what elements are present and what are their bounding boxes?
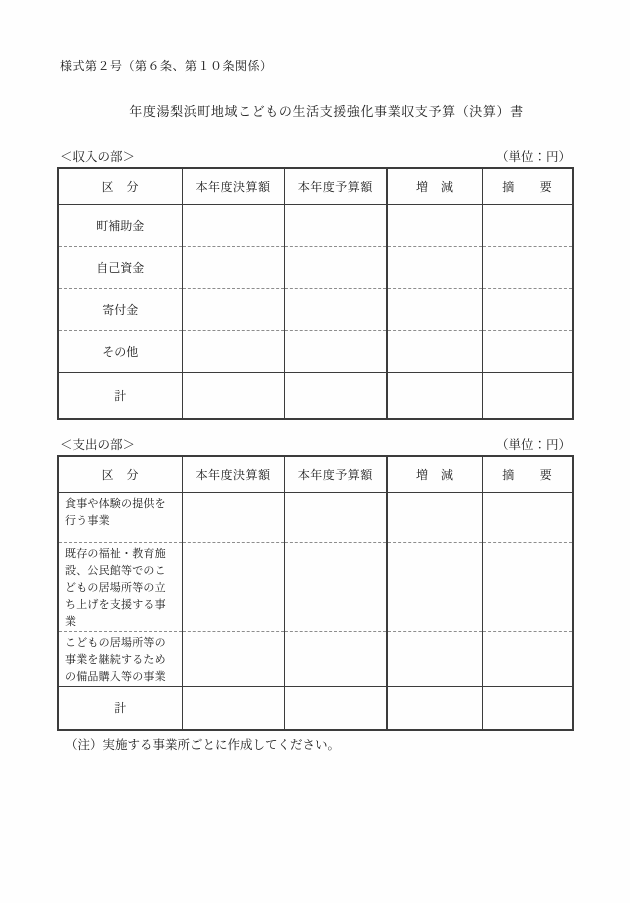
fill-cell [387,204,482,246]
fill-cell [182,631,284,686]
form-number: 様式第２号（第６条、第１０条関係） [60,59,273,73]
fill-cell [482,372,573,419]
fill-cell [387,631,482,686]
income-row-own-funds [58,246,573,288]
income-unit-label: （単位：円） [495,150,571,164]
fill-cell [387,372,482,419]
fill-cell [182,372,284,419]
fill-cell [387,686,482,730]
fill-cell [482,204,573,246]
income-row-label: 寄付金 [58,288,182,330]
fill-cell [387,246,482,288]
fill-cell [182,542,284,631]
expense-row-total [58,686,573,730]
income-col-settlement: 本年度決算額 [182,168,284,204]
income-row-town-subsidy [58,204,573,246]
expense-col-budget: 本年度予算額 [284,456,387,492]
page-title: 年度湯梨浜町地域こどもの生活支援強化事業収支予算（決算）書 [129,104,524,119]
fill-cell [387,288,482,330]
income-section-header [57,149,572,165]
income-col-change: 増 減 [387,168,482,204]
income-row-label: 自己資金 [58,246,182,288]
expense-table [57,455,574,731]
fill-cell [182,492,284,542]
fill-cell [284,542,387,631]
expense-col-category: 区 分 [101,467,139,482]
fill-cell [482,686,573,730]
expense-row-equipment-purchase [58,631,573,686]
expense-col-remarks: 摘 要 [482,456,573,492]
fill-cell [387,330,482,372]
fill-cell [284,372,387,419]
expense-unit-label: （単位：円） [495,438,571,452]
fill-cell [284,492,387,542]
fill-cell [482,631,573,686]
expense-total-label: 計 [58,686,182,730]
footnote: （注）実施する事業所ごとに作成してください。 [65,738,341,752]
fill-cell [387,492,482,542]
income-col-remarks: 摘 要 [482,168,573,204]
expense-row-startup-support [58,542,573,631]
income-header-row [58,168,573,204]
expense-row-label: 既存の福祉・教育施設、公民館等でのこどもの居場所等の立ち上げを支援する事業 [58,542,182,631]
income-col-budget: 本年度予算額 [284,168,387,204]
fill-cell [284,686,387,730]
fill-cell [182,204,284,246]
fill-cell [482,288,573,330]
expense-header-row [58,456,573,492]
expense-col-change: 増 減 [387,456,482,492]
fill-cell [482,330,573,372]
fill-cell [482,246,573,288]
expense-section-header [57,437,572,453]
fill-cell [482,492,573,542]
fill-cell [482,542,573,631]
fill-cell [284,246,387,288]
expense-row-meals-experience [58,492,573,542]
income-col-category: 区 分 [101,179,139,194]
income-heading: ＜収入の部＞ [60,150,136,164]
fill-cell [284,631,387,686]
income-total-label: 計 [58,372,182,419]
income-row-other [58,330,573,372]
fill-cell [284,288,387,330]
fill-cell [182,288,284,330]
income-row-total [58,372,573,419]
fill-cell [182,246,284,288]
income-row-label: 町補助金 [58,204,182,246]
income-row-donations [58,288,573,330]
expense-row-label: 食事や体験の提供を行う事業 [58,492,182,542]
fill-cell [284,330,387,372]
expense-row-label: こどもの居場所等の事業を継続するための備品購入等の事業 [58,631,182,686]
fill-cell [284,204,387,246]
expense-col-settlement: 本年度決算額 [182,456,284,492]
fill-cell [387,542,482,631]
income-table [57,167,574,420]
fill-cell [182,686,284,730]
fill-cell [182,330,284,372]
expense-heading: ＜支出の部＞ [60,438,136,452]
income-row-label: その他 [58,330,182,372]
